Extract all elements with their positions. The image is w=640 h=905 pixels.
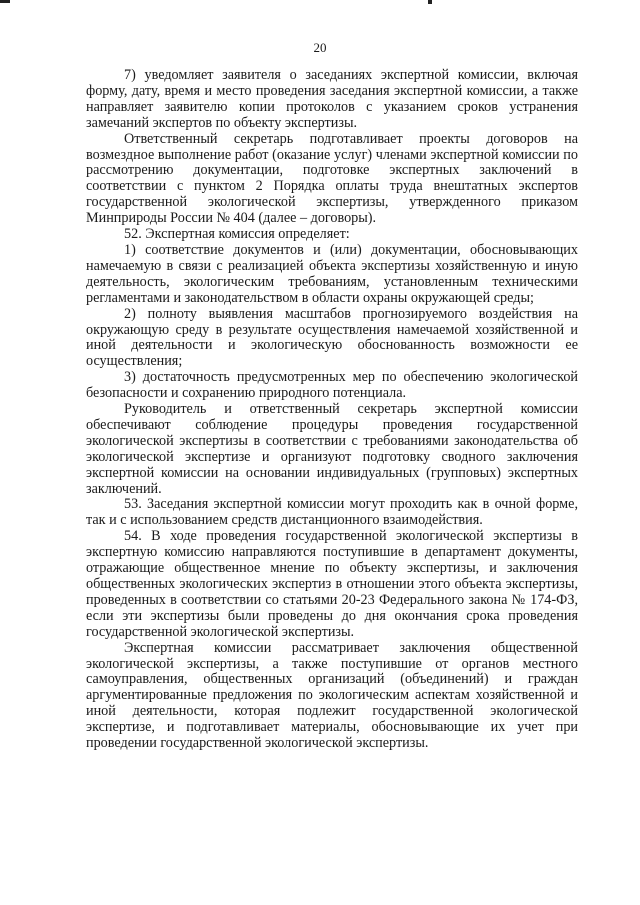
scan-edge-mark-right [428,0,432,4]
scan-edge-mark-left [0,0,10,3]
paragraph-clause-52-item-3: 3) достаточность предусмотренных мер по обеспечению экологической безопасности и сохранению природного потенциала. [86,369,578,402]
document-body [86,68,578,752]
paragraph-clause-54: 54. В ходе проведения государственной экологической экспертизы в экспертную комиссию направляются поступившие в департамент документы, отражающие общественное мнение по объекту экспертизы, и заключения общественных экологических экспертиз в отношении этого объекта экспертизы, проведенных в соответствии со статьями 20-23 Федерального закона № 174-ФЗ, если эти экспертизы были проведены до дня окончания срока проведения государственной экологической экспертизы. [86,528,578,640]
paragraph-secretary-contracts: Ответственный секретарь подготавливает проекты договоров на возмездное выполнение работ (оказание услуг) членами экспертной комиссии по рассмотрению документации, подготовке экспертных заключений в соответствии с пунктом 2 Порядка оплаты труда внештатных экспертов государственной экологической экспертизы, утвержденного приказом Минприроды России № 404 (далее – договоры). [86,130,578,227]
paragraph-public-review: Экспертная комиссии рассматривает заключения общественной экологической экспертизы, а также поступившие от органов местного самоуправления, общественных организаций (объединений) и граждан аргументированные предложения по экологическим аспектам хозяйственной и иной деятельности, которая подлежит государственной экологической экспертизе, и подготавливает материалы, обосновывающие их учет при проведении государственной экологической экспертизы. [86,639,578,752]
page-number: 20 [313,40,327,55]
paragraph-clause-52-item-2: 2) полноту выявления масштабов прогнозируемого воздействия на окружающую среду в результате осуществления намечаемой хозяйственной и иной деятельности и экологическую обоснованность возможности ее осуществления; [86,305,578,370]
paragraph-clause-53: 53. Заседания экспертной комиссии могут проходить как в очной форме, так и с использованием средств дистанционного взаимодействия. [86,496,578,529]
paragraph-head-secretary-duties: Руководитель и ответственный секретарь экспертной комиссии обеспечивают соблюдение процедуры проведения государственной экологической экспертизы в соответствии с требованиями законодательства об экологической экспертизе и организуют подготовку сводного заключения экспертной комиссии на основании индивидуальных (групповых) экспертных заключений. [86,401,578,497]
paragraph-item-7: 7) уведомляет заявителя о заседаниях экспертной комиссии, включая форму, дату, время и место проведения заседания экспертной комиссии, а также направляет заявителю копии протоколов с указанием сроков устранения замечаний экспертов по объекту экспертизы. [86,67,578,131]
paragraph-clause-52-item-1: 1) соответствие документов и (или) документации, обосновывающих намечаемую в связи с реализацией объекта экспертизы хозяйственную и иную деятельность, экологическим требованиям, установленным техническими регламентами и законодательством в области охраны окружающей среды; [86,241,578,306]
paragraph-clause-52: 52. Экспертная комиссия определяет: [124,226,350,243]
